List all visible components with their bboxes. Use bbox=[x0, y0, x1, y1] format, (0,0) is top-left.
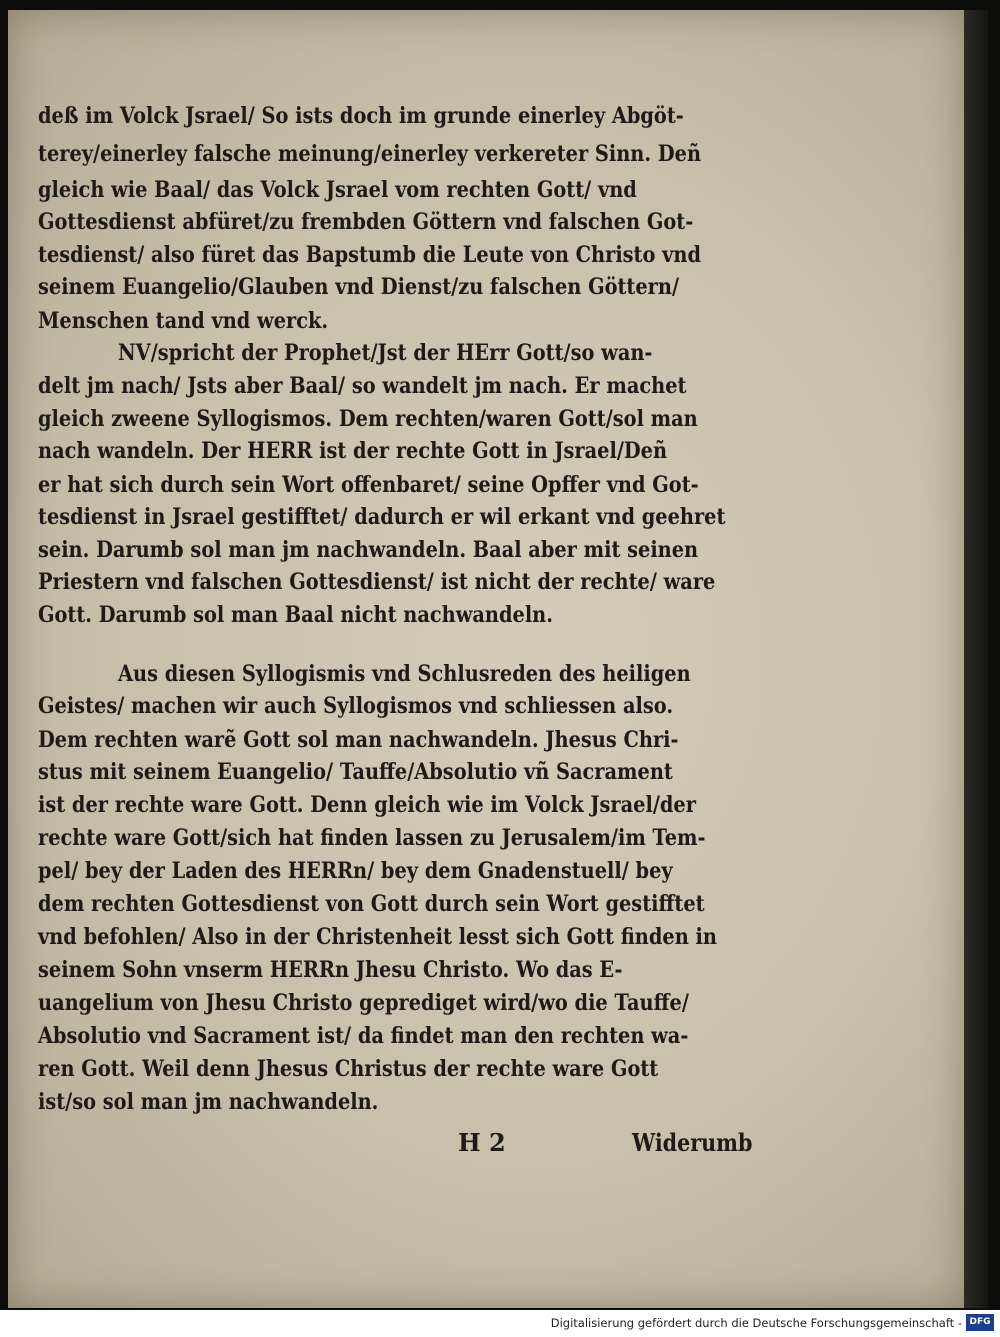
text-line: seinem Euangelio/Glauben vnd Dienst/zu falschen Göttern/ bbox=[38, 274, 680, 300]
text-line: ist der rechte ware Gott. Denn gleich wie im Volck Jsrael/der bbox=[38, 792, 696, 818]
text-line: vnd befohlen/ Also in der Christenheit lesst sich Gott finden in bbox=[38, 924, 717, 950]
text-line: sein. Darumb sol man jm nachwandeln. Baal aber mit seinen bbox=[38, 537, 699, 563]
text-line: terey/einerley falsche meinung/einerley verkereter Sinn. Deñ bbox=[38, 141, 702, 167]
text-line: Absolutio vnd Sacrament ist/ da findet man den rechten wa- bbox=[38, 1023, 689, 1049]
text-line: pel/ bey der Laden des HERRn/ bey dem Gnadenstuell/ bey bbox=[38, 858, 673, 884]
text-line: Priestern vnd falschen Gottesdienst/ ist nicht der rechte/ ware bbox=[38, 569, 716, 595]
text-line: Gottesdienst abfüret/zu frembden Göttern vnd falschen Got- bbox=[38, 209, 694, 235]
catchword: Widerumb bbox=[632, 1128, 753, 1157]
text-line: tesdienst in Jsrael gestifftet/ dadurch er wil erkant vnd geehret bbox=[38, 504, 726, 530]
text-line: tesdienst/ also füret das Bapstumb die Leute von Christo vnd bbox=[38, 242, 701, 268]
text-line: ist/so sol man jm nachwandeln. bbox=[38, 1089, 379, 1115]
book-edge bbox=[964, 10, 988, 1308]
text-line: rechte ware Gott/sich hat finden lassen zu Jerusalem/im Tem- bbox=[38, 825, 706, 851]
text-line: Dem rechten warẽ Gott sol man nachwandeln. Jhesus Chri- bbox=[38, 727, 679, 753]
text-line: Geistes/ machen wir auch Syllogismos vnd schliessen also. bbox=[38, 693, 674, 719]
signature-mark: H 2 bbox=[458, 1128, 506, 1157]
text-line: stus mit seinem Euangelio/ Tauffe/Absolutio vñ Sacrament bbox=[38, 759, 673, 785]
text-line: uangelium von Jhesu Christo geprediget wird/wo die Tauffe/ bbox=[38, 990, 689, 1016]
text-line: NV/spricht der Prophet/Jst der HErr Gott/so wan- bbox=[118, 340, 653, 366]
text-line: deß im Volck Jsrael/ So ists doch im grunde einerley Abgöt- bbox=[38, 103, 684, 129]
text-line: ren Gott. Weil denn Jhesus Christus der rechte ware Gott bbox=[38, 1056, 659, 1082]
funding-credit: Digitalisierung gefördert durch die Deutsche Forschungsgemeinschaft - bbox=[550, 1316, 962, 1330]
text-line: Aus diesen Syllogismis vnd Schlusreden des heiligen bbox=[118, 661, 691, 687]
text-line: Gott. Darumb sol man Baal nicht nachwandeln. bbox=[38, 602, 553, 628]
dfg-logo-icon: DFG bbox=[966, 1314, 994, 1331]
text-line: delt jm nach/ Jsts aber Baal/ so wandelt jm nach. Er machet bbox=[38, 373, 687, 399]
text-line: gleich zweene Syllogismos. Dem rechten/waren Gott/sol man bbox=[38, 406, 698, 432]
text-line: seinem Sohn vnserm HERRn Jhesu Christo. Wo das E- bbox=[38, 957, 623, 983]
text-line: Menschen tand vnd werck. bbox=[38, 308, 329, 334]
credit-bar bbox=[0, 1310, 1000, 1337]
text-line: nach wandeln. Der HERR ist der rechte Gott in Jsrael/Deñ bbox=[38, 438, 668, 464]
text-line: er hat sich durch sein Wort offenbaret/ seine Opffer vnd Got- bbox=[38, 472, 699, 498]
text-line: gleich wie Baal/ das Volck Jsrael vom rechten Gott/ vnd bbox=[38, 177, 637, 203]
scanned-page bbox=[8, 10, 964, 1308]
text-line: dem rechten Gottesdienst von Gott durch sein Wort gestifftet bbox=[38, 891, 705, 917]
